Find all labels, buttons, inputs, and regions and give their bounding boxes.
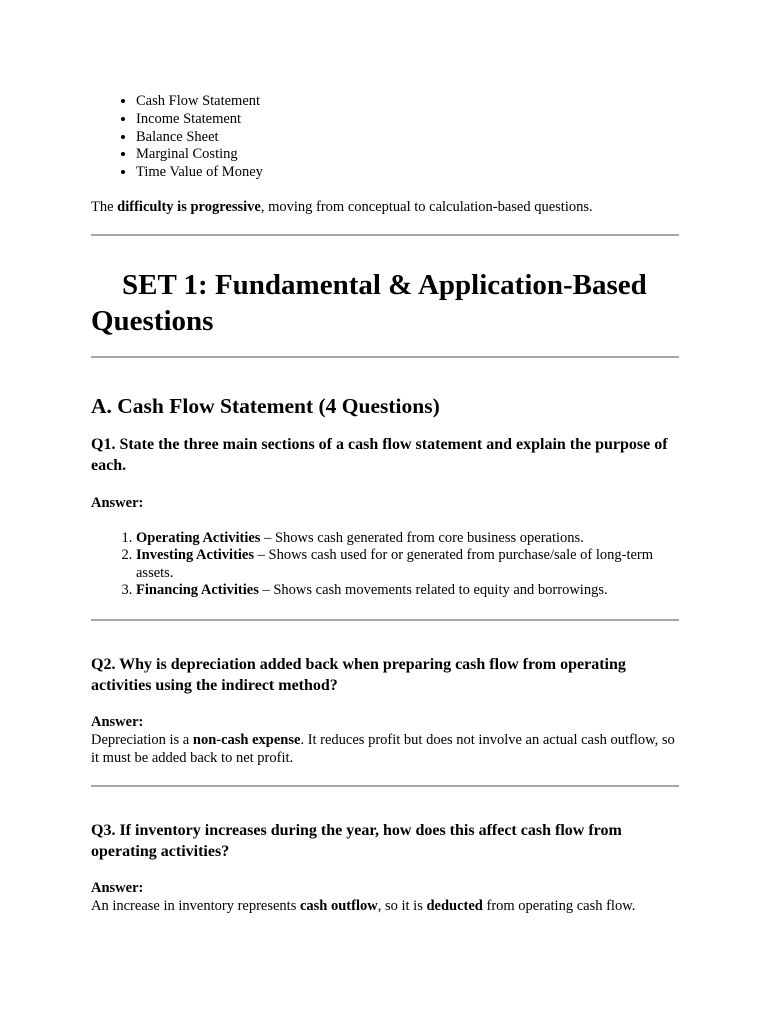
intro-paragraph [91,198,679,216]
answer-text-3 [91,897,679,915]
divider [91,619,679,621]
answer-list [91,530,679,600]
document-content [91,93,679,915]
divider [91,234,679,236]
answer-label: Answer: [91,713,144,730]
question-1: Q1. State the three main sections of a cash flow statement and explain the purpose of each. [91,435,668,474]
answer-suffix: . It reduces profit but does not involve an actual cash outflow, so it must be added back to net profit. [91,731,675,766]
answer-item [136,530,679,548]
divider [91,356,679,358]
answer-bold: deducted [426,897,483,914]
answer-term: Investing Activities [136,547,255,564]
answer-desc: – Shows cash movements related to equity and borrowings. [258,582,608,599]
set-title: SET 1: Fundamental & Application-Based Questions [91,268,647,337]
intro-suffix: , moving from conceptual to calculation-based questions. [260,198,593,215]
intro-bold: difficulty is progressive [117,198,261,215]
answer-prefix: Depreciation is a [91,731,193,748]
answer-text-2 [91,731,679,767]
question-2: Q2. Why is depreciation added back when preparing cash flow from operating activities using the indirect method? [91,655,626,694]
answer-term: Operating Activities [136,529,261,546]
answer-prefix: An increase in inventory represents [91,897,300,914]
answer-suffix: from operating cash flow. [482,897,636,914]
topic-list [91,93,679,182]
answer-desc: – Shows cash used for or generated from purchase/sale of long-term assets. [136,547,654,581]
topic-item: • Income Statement [136,111,679,129]
answer-bold: cash outflow [299,897,378,914]
answer-item [136,582,679,600]
answer-bold: non-cash expense [192,731,301,748]
answer-middle: , so it is [377,897,427,914]
divider [91,785,679,787]
intro-prefix: The [91,198,118,215]
topic-item: • Time Value of Money [136,164,679,182]
answer-term: Financing Activities [136,582,259,599]
answer-item [136,547,679,582]
topic-item: • Cash Flow Statement [136,93,679,111]
topic-item: • Balance Sheet [136,129,679,147]
question-3: Q3. If inventory increases during the year, how does this affect cash flow from operating activities? [91,821,622,860]
answer-label: Answer: [91,879,144,896]
section-title: A. Cash Flow Statement (4 Questions) [91,393,440,418]
answer-label: Answer: [91,494,144,511]
answer-desc: – Shows cash generated from core business operations. [260,529,584,546]
topic-item: • Marginal Costing [136,146,679,164]
